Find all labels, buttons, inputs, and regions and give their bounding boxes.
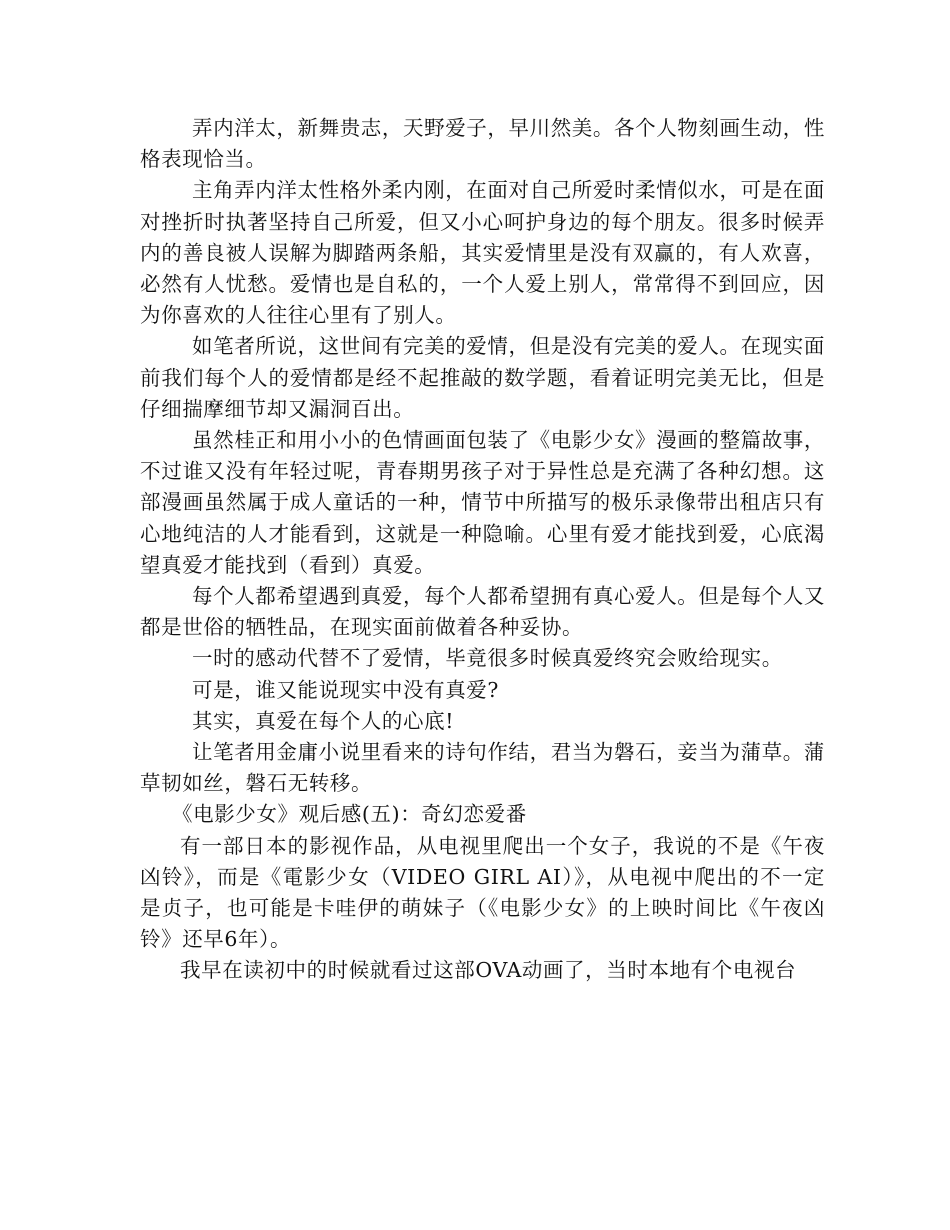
section-heading: 《电影少女》观后感(五)：奇幻恋爱番 [172, 802, 527, 827]
paragraph-video-girl: 有一部日本的影视作品，从电视里爬出一个女子，我说的不是《午夜凶铃》，而是《電影少女（VIDEO GIRL AI）》，从电视中爬出的不一定是贞子，也可能是卡哇伊的萌妹子（《电影少女》的上映时间比《午夜凶铃》还早6年）。 [140, 833, 825, 952]
paragraph-question: 可是，谁又能说现实中没有真爱? [192, 677, 499, 702]
document-body [140, 113, 825, 987]
paragraph-protagonist: 主角弄内洋太性格外柔内刚，在面对自己所爱时柔情似水，可是在面对挫折时执著坚持自己所爱，但又小心呵护身边的每个朋友。很多时候弄内的善良被人误解为脚踏两条船，其实爱情里是没有双赢的，有人欢喜，必然有人忧愁。爱情也是自私的，一个人爱上别人，常常得不到回应，因为你喜欢的人往往心里有了别人。 [140, 178, 825, 328]
paragraph-characters: 弄内洋太，新舞贵志，天野爱子，早川然美。各个人物刻画生动，性格表现恰当。 [140, 116, 825, 172]
paragraph-heart: 其实，真爱在每个人的心底! [192, 708, 455, 733]
paragraph-perfect-love: 如笔者所说，这世间有完美的爱情，但是没有完美的爱人。在现实面前我们每个人的爱情都是经不起推敲的数学题，看着证明完美无比，但是仔细揣摩细节却又漏洞百出。 [140, 334, 825, 421]
paragraph-poem: 让笔者用金庸小说里看来的诗句作结，君当为磐石，妾当为蒲草。蒲草韧如丝，磐石无转移。 [140, 740, 825, 796]
paragraph-reality: 一时的感动代替不了爱情，毕竟很多时候真爱终究会败给现实。 [192, 646, 783, 671]
paragraph-ova-memory: 我早在读初中的时候就看过这部OVA动画了，当时本地有个电视台 [180, 958, 797, 983]
paragraph-fairy-tale: 虽然桂正和用小小的色情画面包装了《电影少女》漫画的整篇故事，不过谁又没有年轻过呢，青春期男孩子对于异性总是充满了各种幻想。这部漫画虽然属于成人童话的一种，情节中所描写的极乐录像带出租店只有心地纯洁的人才能看到，这就是一种隐喻。心里有爱才能找到爱，心底渴望真爱才能找到（看到）真爱。 [140, 428, 825, 577]
paragraph-true-love-wish: 每个人都希望遇到真爱，每个人都希望拥有真心爱人。但是每个人又都是世俗的牺牲品，在现实面前做着各种妥协。 [140, 584, 825, 640]
